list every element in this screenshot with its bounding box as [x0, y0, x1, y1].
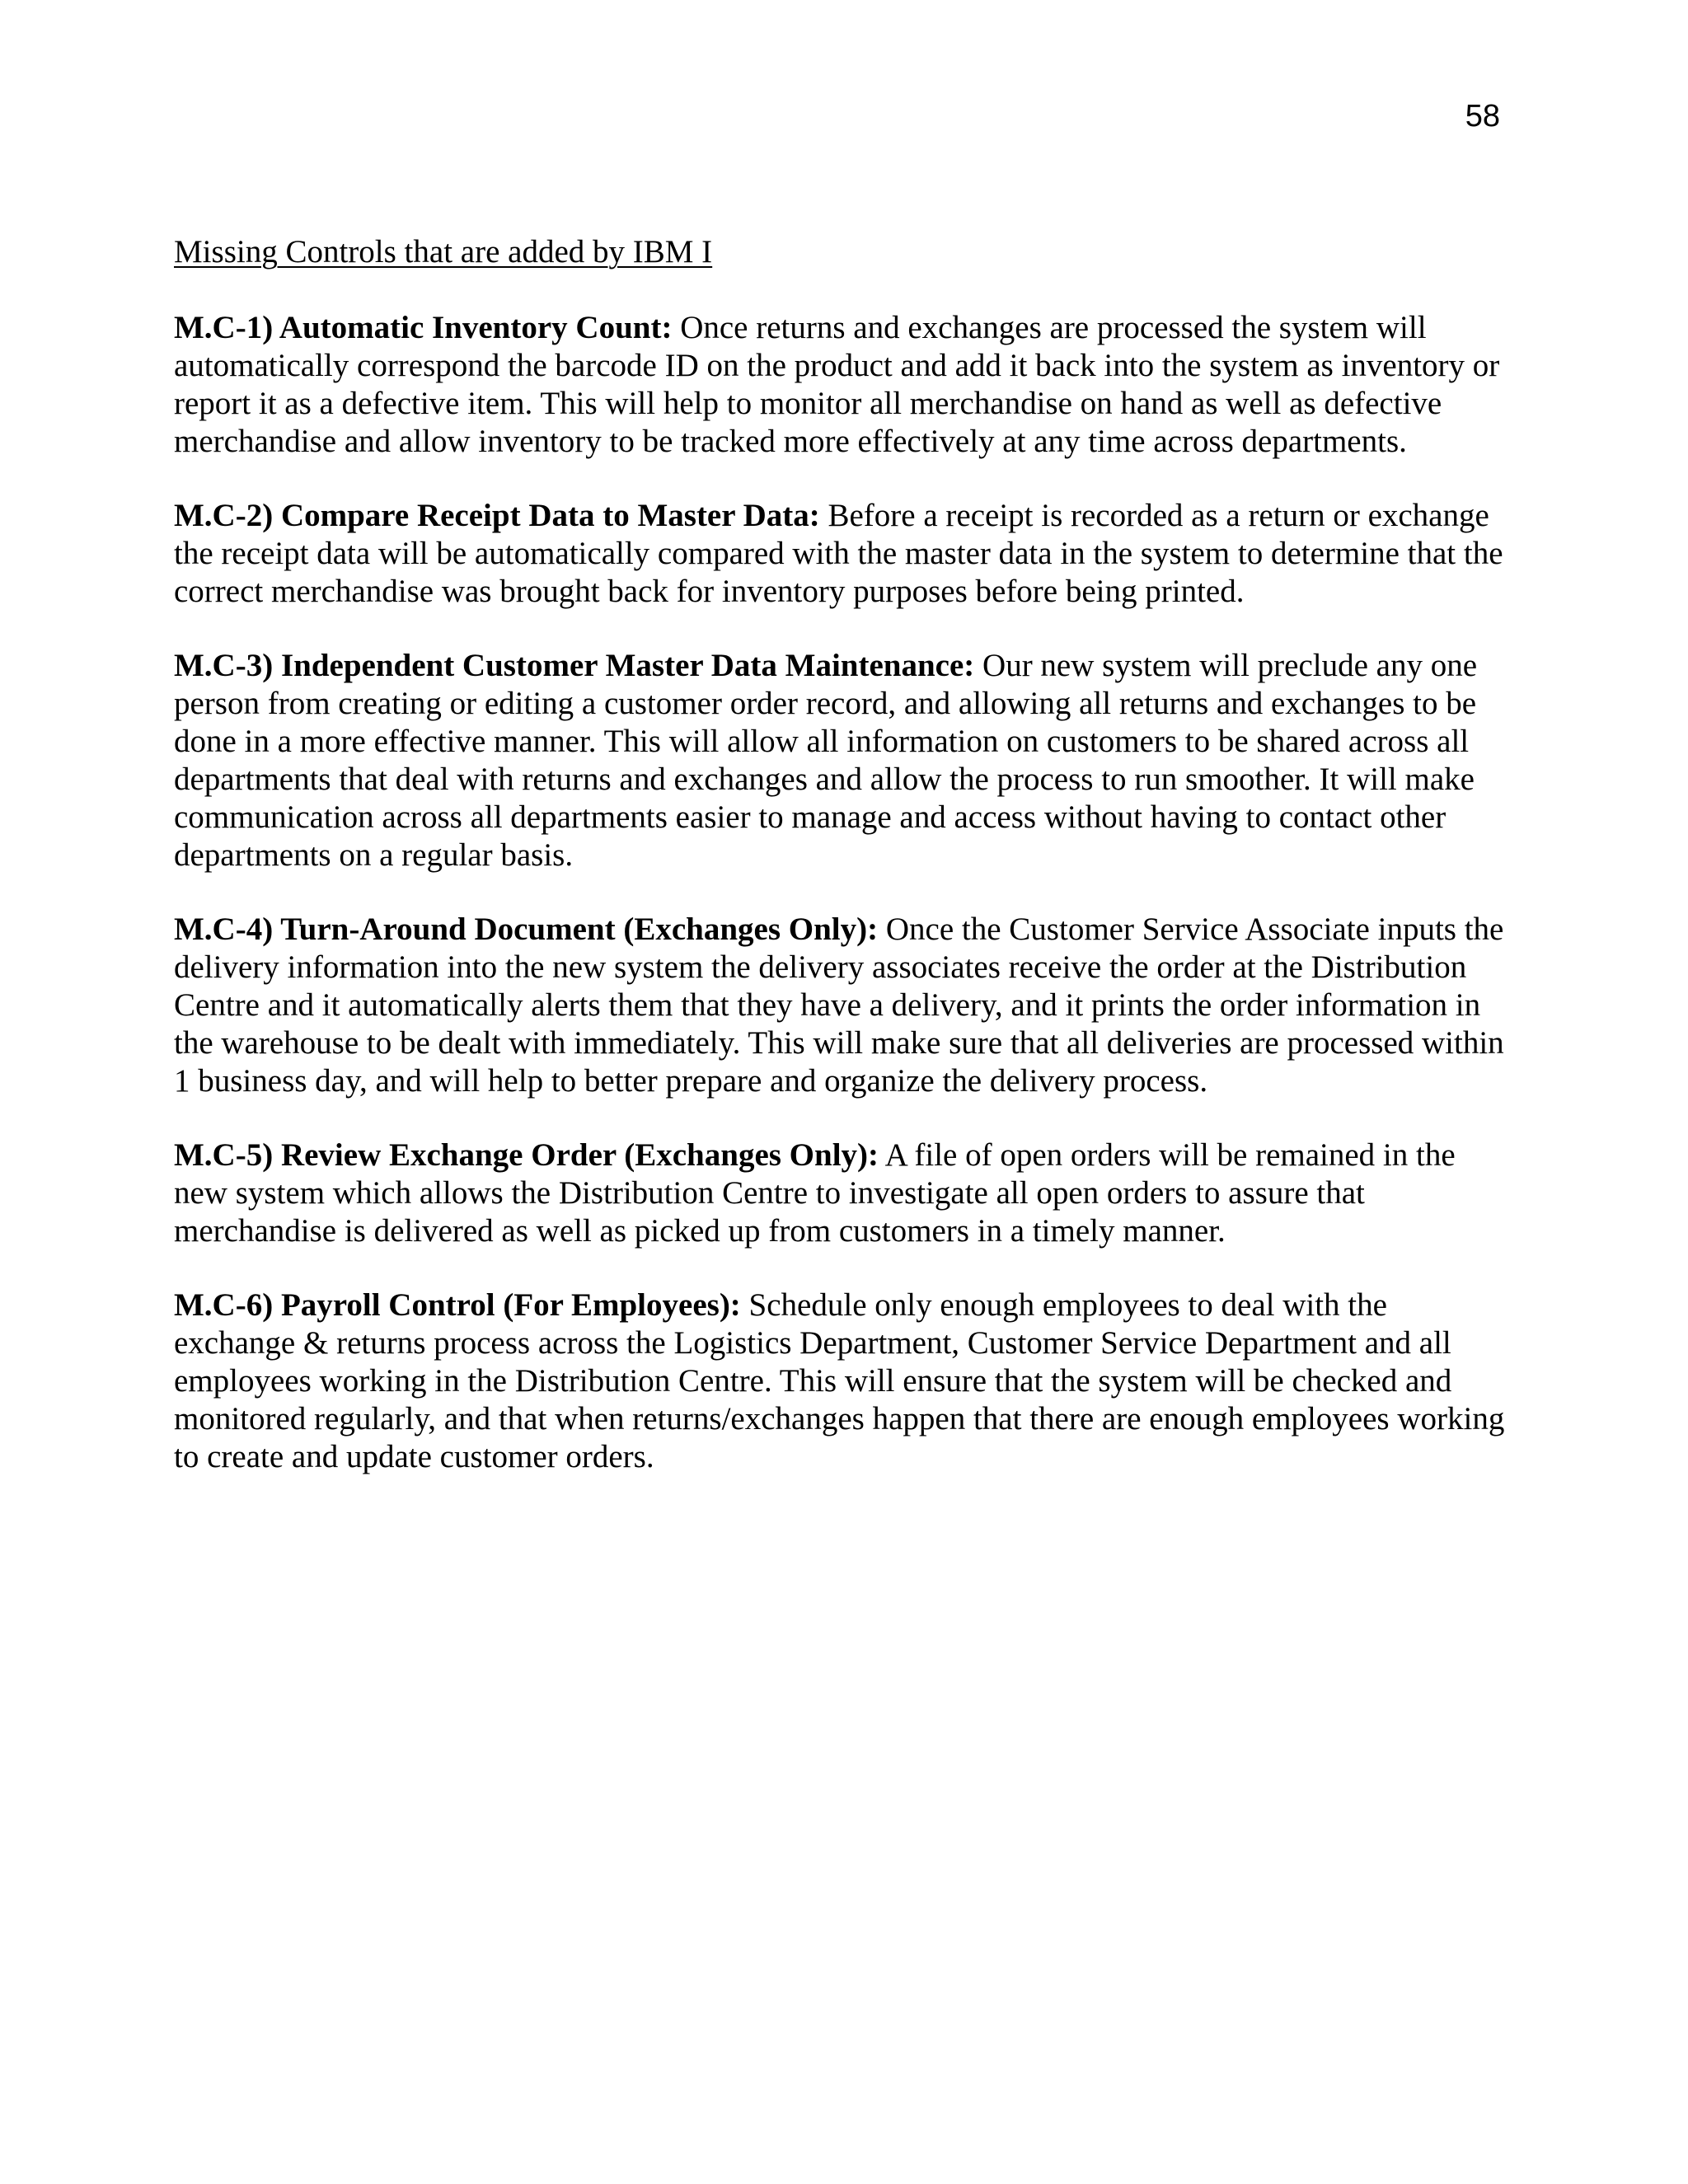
- control-item-3: [174, 647, 1509, 874]
- control-title: M.C-5) Review Exchange Order (Exchanges Only):: [174, 1137, 879, 1173]
- control-title: M.C-1) Automatic Inventory Count:: [174, 310, 673, 345]
- control-body: Our new system will preclude any one person from creating or editing a customer order record, and allowing all returns and exchanges to be done in a more effective manner. This will allow all information on customers to be shared across all departments that deal with returns and exchanges and allow the process to run smoother. It will make communication across all departments easier to manage and access without having to contact other departments on a regular basis.: [174, 648, 1478, 873]
- control-item-2: [174, 497, 1509, 611]
- section-heading: Missing Controls that are added by IBM I: [174, 234, 713, 269]
- control-title: M.C-6) Payroll Control (For Employees):: [174, 1287, 741, 1323]
- control-body: Once the Customer Service Associate inputs the delivery information into the new system the delivery associates receive the order at the Distribution Centre and it automatically alerts them that they have a delivery, and it prints the order information in the warehouse to be dealt with immediately. This will make sure that all deliveries are processed within 1 business day, and will help to better prepare and organize the delivery process.: [174, 912, 1504, 1099]
- control-body: A file of open orders will be remained in the new system which allows the Distribution Centre to investigate all open orders to assure that merchandise is delivered as well as picked up from customers in a timely manner.: [174, 1137, 1456, 1249]
- control-item-1: [174, 309, 1509, 461]
- control-body: Schedule only enough employees to deal with the exchange & returns process across the Logistics Department, Customer Service Department and all employees working in the Distribution Centre. This will ensure that the system will be checked and monitored regularly, and that when returns/exchanges happen that there are enough employees working to create and update customer orders.: [174, 1287, 1505, 1474]
- control-item-5: [174, 1137, 1509, 1250]
- document-body: [174, 233, 1509, 1512]
- page-number: 58: [1465, 99, 1500, 134]
- control-item-4: [174, 911, 1509, 1100]
- control-body: Before a receipt is recorded as a return or exchange the receipt data will be automatically compared with the master data in the system to determine that the correct merchandise was brought back for inventory purposes before being printed.: [174, 498, 1503, 609]
- control-title: M.C-2) Compare Receipt Data to Master Data:: [174, 498, 820, 533]
- control-body: Once returns and exchanges are processed the system will automatically correspond the barcode ID on the product and add it back into the system as inventory or report it as a defective item. This will help to monitor all merchandise on hand as well as defective merchandise and allow inventory to be tracked more effectively at any time across departments.: [174, 310, 1500, 459]
- control-title: M.C-4) Turn-Around Document (Exchanges Only):: [174, 912, 879, 947]
- control-title: M.C-3) Independent Customer Master Data Maintenance:: [174, 648, 975, 683]
- control-item-6: [174, 1286, 1509, 1476]
